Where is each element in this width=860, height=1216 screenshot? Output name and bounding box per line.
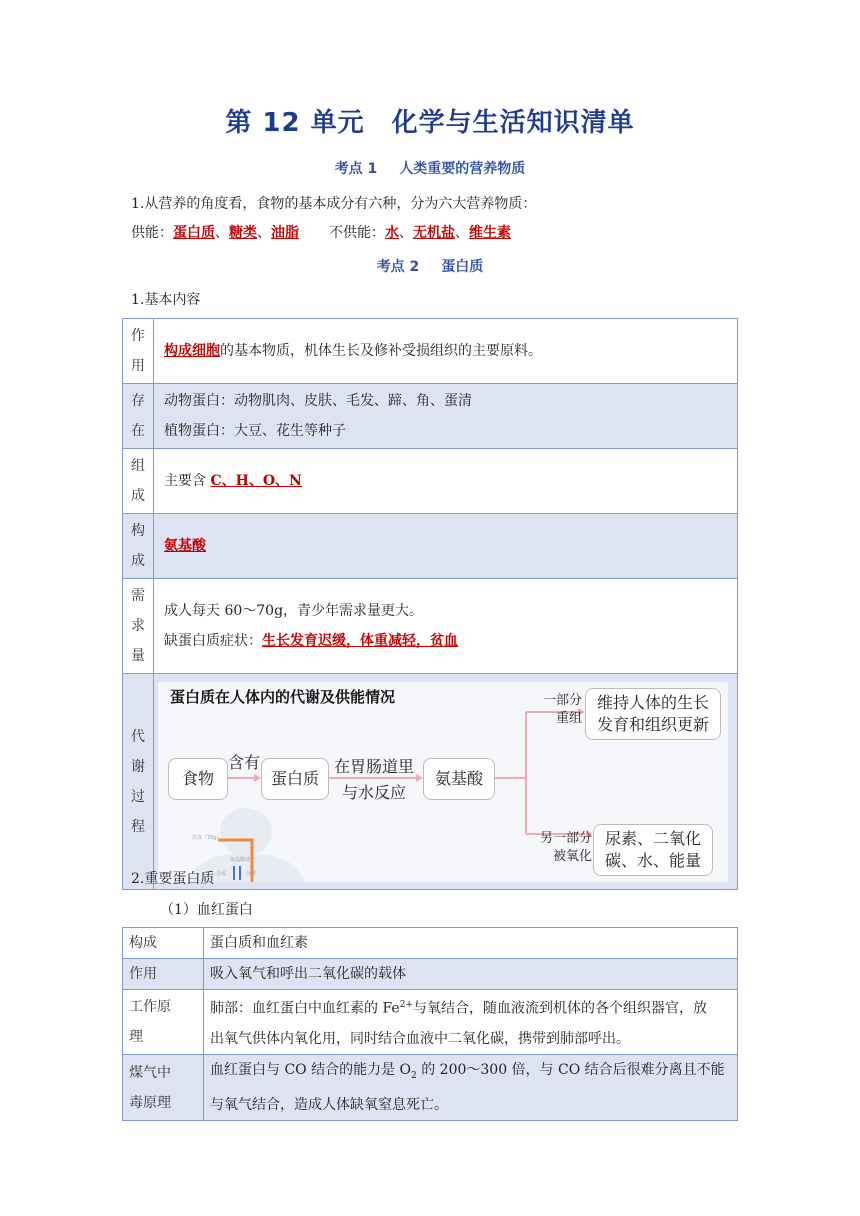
nutrient-item: 糖类 [229, 225, 257, 241]
nutrient-item: 蛋白质 [173, 225, 215, 241]
part2-label: 另一部分 被氧化 [539, 830, 592, 864]
result2-box: 尿素、二氧化 碳、水、能量 [593, 824, 713, 876]
row-content: 氨基酸 [154, 514, 738, 579]
amino-acid-box: 氨基酸 [423, 758, 495, 800]
row-content: 主要含 C、H、O、N [154, 449, 738, 514]
metabolism-diagram [158, 682, 728, 882]
result1-box: 维持人体的生长 发育和组织更新 [585, 688, 721, 740]
row-content: 肺部：血红蛋白中血红素的 $Fe^{2+}$与氧结合，随血液流到机体的各个组织器官，放 出氧气供体内氧化用，同时结合血液中二氧化碳，携带到肺部呼出。 [204, 990, 738, 1055]
row-label: 组 成 [123, 449, 154, 514]
condition-line-1: 在胃肠道里 [333, 756, 414, 776]
table-row [123, 959, 738, 990]
row-label: 构 成 [123, 514, 154, 579]
separator: 、 [399, 225, 413, 241]
important-heading: 2.重要蛋白质 [131, 871, 215, 887]
intro-text: 1.从营养的角度看，食物的基本成分有六种，分为六大营养物质： [131, 196, 537, 212]
section-number: 考点 1 [334, 161, 378, 177]
protein-table [122, 318, 738, 890]
section-name: 人类重要的营养物质 [399, 161, 526, 177]
separator: 、 [257, 225, 271, 241]
arrow-head [254, 774, 261, 782]
protein-box: 蛋白质 [261, 758, 329, 800]
food-box: 食物 [168, 758, 228, 800]
diagram-title: 蛋白质在人体内的代谢及供能情况 [170, 687, 396, 706]
contains-label: 含有 [227, 752, 260, 772]
condition-line-2: 与水反应 [341, 782, 406, 802]
section-heading-2 [0, 256, 860, 276]
table-row [123, 1054, 738, 1121]
row-label: 工作原 理 [123, 990, 204, 1055]
basic-heading: 1.基本内容 [131, 292, 201, 308]
table-row [123, 674, 738, 890]
row-label: 构成 [123, 928, 204, 959]
row-content: 蛋白质和血红素 [204, 928, 738, 959]
row-content [154, 674, 738, 890]
row-label: 代 谢 过 程 [123, 674, 154, 890]
row-label: 作 用 [123, 319, 154, 384]
separator: 、 [455, 225, 469, 241]
nutrient-item: 维生素 [469, 225, 511, 241]
section-number: 考点 2 [376, 259, 420, 275]
row-content: 吸入氧气和呼出二氧化碳的载体 [204, 959, 738, 990]
tiny-label: 饮食（70g） [192, 834, 222, 841]
table-row [123, 990, 738, 1055]
row-label: 存 在 [123, 384, 154, 449]
table-row [123, 928, 738, 959]
supply-label: 供能： [131, 225, 173, 241]
table-row [123, 449, 738, 514]
nutrient-item: 油脂 [271, 225, 299, 241]
row-label: 煤气中 毒原理 [123, 1054, 204, 1121]
separator: 、 [215, 225, 229, 241]
section-name: 蛋白质 [441, 259, 484, 275]
nutrient-item: 水 [385, 225, 399, 241]
tiny-label: 氨基酸池子 [230, 856, 256, 863]
table-row [123, 384, 738, 449]
row-content: 成人每天 60～70g，青少年需求量更大。 缺蛋白质症状：生长发育迟缓，体重减轻，贫血 [154, 579, 738, 674]
sub-heading: （1）血红蛋白 [160, 902, 253, 918]
table-row [123, 579, 738, 674]
tiny-label: 合成 [216, 870, 227, 877]
row-label: 需 求 量 [123, 579, 154, 674]
tiny-label: 分解 [246, 870, 257, 877]
supply-line [131, 222, 511, 242]
table-row [123, 514, 738, 579]
no-supply-label: 不供能： [329, 225, 385, 241]
hemoglobin-table [122, 927, 738, 1121]
row-label: 作用 [123, 959, 204, 990]
part1-label: 一部分 重组 [542, 692, 582, 726]
row-content: 血红蛋白与 CO 结合的能力是 $O_2$ 的 200～300 倍，与 CO 结合后很难分离且不能 与氧气结合，造成人体缺氧窒息死亡。 [204, 1054, 738, 1121]
page-title: 第 12 单元 化学与生活知识清单 [225, 108, 635, 138]
body-head-shape [220, 808, 272, 856]
table-row [123, 319, 738, 384]
row-content: 动物蛋白：动物肌肉、皮肤、毛发、蹄、角、蛋清 植物蛋白：大豆、花生等种子 [154, 384, 738, 449]
nutrient-item: 无机盐 [413, 225, 455, 241]
row-content: 构成细胞的基本物质，机体生长及修补受损组织的主要原料。 [154, 319, 738, 384]
section-heading-1 [0, 158, 860, 178]
